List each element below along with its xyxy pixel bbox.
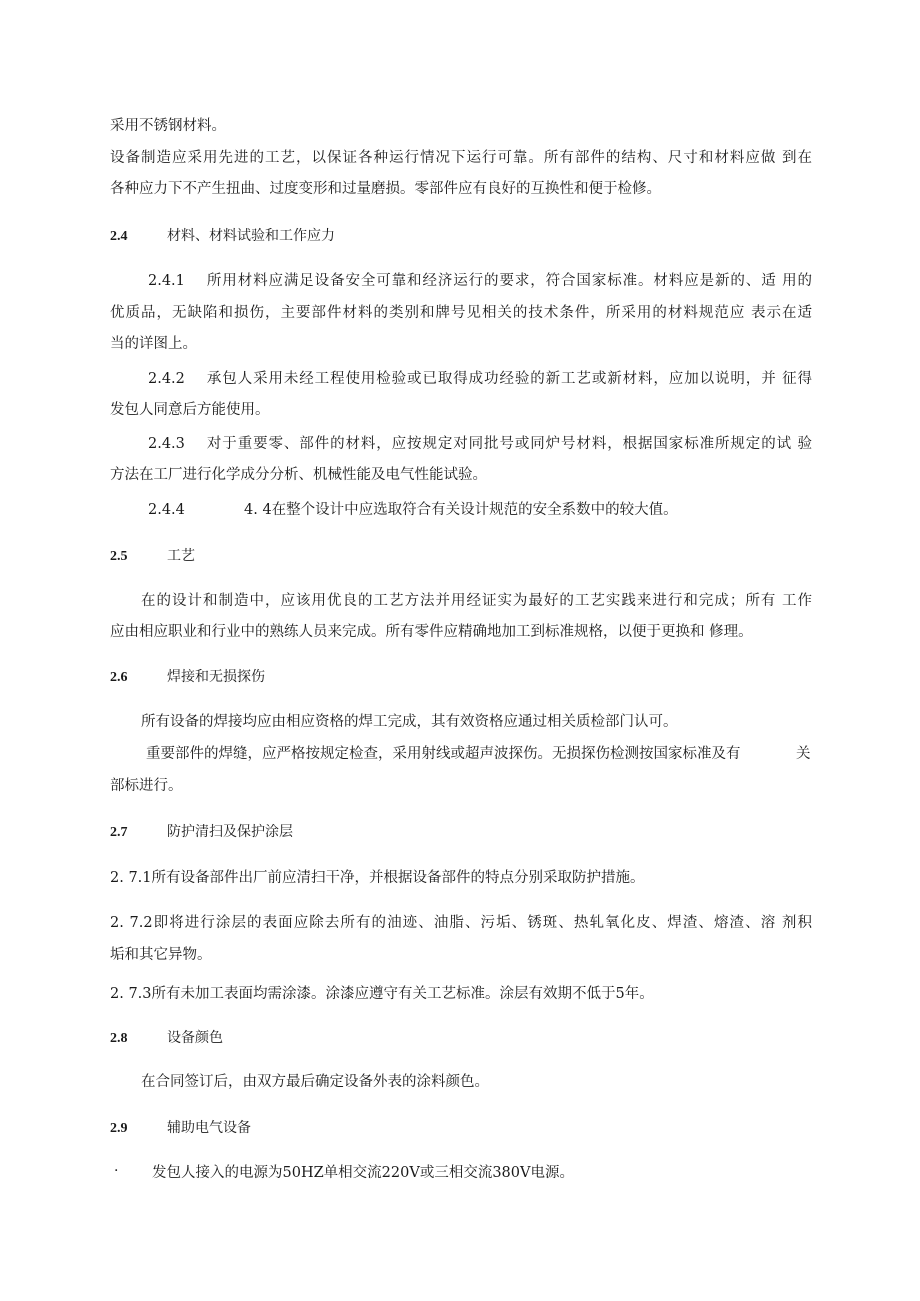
section-2-6-paragraph-2-line-2: 部标进行。 [110,778,183,794]
section-2-7-paragraph-2-line-1: 2. 7.2即将进行涂层的表面应除去所有的油迹、油脂、污垢、锈斑、热轧氧化皮、焊渣、熔渣、溶 剂积 [110,915,812,931]
section-2-5-line-1: 在的设计和制造中，应该用优良的工艺方法并用经证实为最好的工艺实践来进行和完成；所有 工作 [141,593,812,609]
section-2-6-paragraph-1: 所有设备的焊接均应由相应资格的焊工完成，其有效资格应通过相关质检部门认可。 [141,714,678,730]
section-title: 材料、材料试验和工作应力 [167,228,335,244]
section-number: 2.4 [110,229,128,244]
item-2-4-3-line-1 [148,434,812,454]
section-number: 2.5 [110,549,128,564]
item-text: 4. 4在整个设计中应选取符合有关设计规范的安全系数中的较大值。 [244,502,678,518]
item-text: 所用材料应满足设备安全可靠和经济运行的要求，符合国家标准。材料应是新的、适 用的 [206,273,812,289]
section-2-7-paragraph-3: 2. 7.3所有未加工表面均需涂漆。涂漆应遵守有关工艺标准。涂层有效期不低于5年。 [110,986,654,1002]
item-2-4-2-line-1 [148,369,812,389]
item-2-4-1-line-2: 优质品，无缺陷和损伤，主要部件材料的类别和牌号见相关的技术条件，所采用的材料规范应 表示在适 [110,305,812,321]
section-number: 2.8 [110,1031,128,1046]
section-heading-2-6 [110,667,265,688]
section-2-7-paragraph-1: 2. 7.1所有设备部件出厂前应清扫干净，并根据设备部件的特点分别采取防护措施。 [110,870,645,886]
intro-line-3: 各种应力下不产生扭曲、过度变形和过量磨损。零部件应有良好的互换性和便于检修。 [110,181,661,197]
section-2-6-paragraph-2-tail: 关 [796,746,811,762]
intro-line-2: 设备制造应采用先进的工艺，以保证各种运行情况下运行可靠。所有部件的结构、尺寸和材料应做 到在 [110,150,812,166]
section-number: 2.6 [110,670,128,685]
section-heading-2-5 [110,546,195,567]
section-title: 工艺 [167,548,195,564]
section-2-5-line-2: 应由相应职业和行业中的熟练人员来完成。所有零件应精确地加工到标准规格，以便于更换和 修理。 [110,624,753,640]
item-number: 2.4.2 [148,371,185,387]
section-heading-2-8 [110,1028,223,1049]
section-heading-2-7 [110,822,293,843]
intro-line-1: 采用不锈钢材料。 [110,118,226,134]
item-2-4-3-line-2: 方法在工厂进行化学成分分析、机械性能及电气性能试验。 [110,467,487,483]
section-title: 辅助电气设备 [167,1120,251,1136]
bullet-marker: · [114,1163,119,1179]
item-2-4-1-line-1 [148,271,812,291]
item-2-4-4-line-1 [148,500,678,520]
section-title: 防护清扫及保护涂层 [167,824,293,840]
section-2-6-paragraph-2-line-1: 重要部件的焊缝，应严格按规定检查，采用射线或超声波探伤。无损探伤检测按国家标准及有 [146,746,741,762]
section-heading-2-9 [110,1118,251,1139]
section-heading-2-4 [110,226,335,247]
section-title: 焊接和无损探伤 [167,669,265,685]
section-2-8-paragraph-1: 在合同签订后，由双方最后确定设备外表的涂料颜色。 [141,1074,489,1090]
item-text: 承包人采用未经工程使用检验或已取得成功经验的新工艺或新材料，应加以说明，并 征得 [206,371,812,387]
item-number: 2.4.1 [148,273,185,289]
item-2-4-1-line-3: 当的详图上。 [110,336,197,352]
section-2-9-paragraph-1: 发包人接入的电源为50HZ单相交流220V或三相交流380V电源。 [152,1165,574,1181]
item-number: 2.4.4 [148,502,185,518]
section-number: 2.7 [110,825,128,840]
section-title: 设备颜色 [167,1030,223,1046]
section-2-7-paragraph-2-line-2: 垢和其它异物。 [110,947,212,963]
section-number: 2.9 [110,1121,128,1136]
item-text: 对于重要零、部件的材料，应按规定对同批号或同炉号材料，根据国家标准所规定的试 验 [206,436,812,452]
item-2-4-2-line-2: 发包人同意后方能使用。 [110,402,270,418]
item-number: 2.4.3 [148,436,185,452]
